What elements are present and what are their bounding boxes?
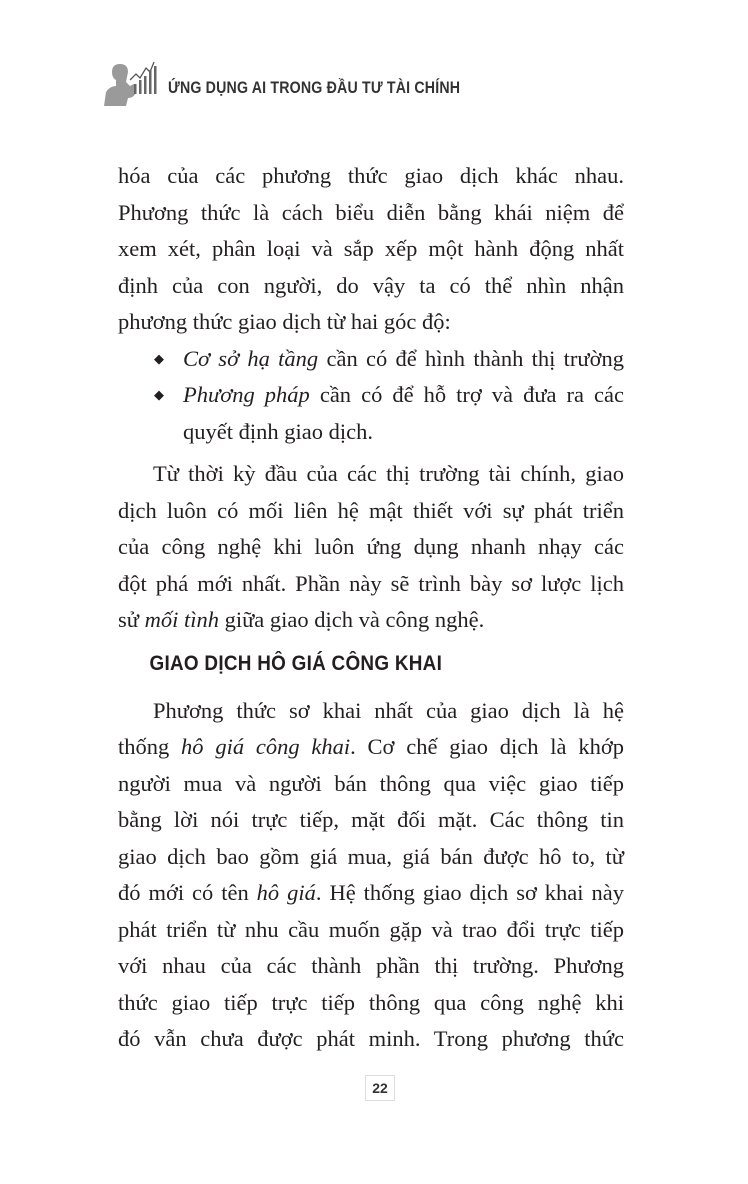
text-segment: xem xét, phân loại và sắp xếp một hành động nhất	[118, 236, 624, 261]
section-heading: GIAO DỊCH HÔ GIÁ CÔNG KHAI	[149, 651, 443, 675]
text-segment: phát triển từ nhu cầu muốn gặp và trao đổi trực tiếp	[118, 916, 624, 942]
text-segment: với nhau của các thành phần thị trường. Phương	[118, 953, 624, 978]
text-line	[118, 231, 624, 268]
text-line	[118, 875, 624, 912]
text-segment: sử	[118, 607, 145, 632]
text-line	[118, 839, 624, 876]
text-line	[118, 948, 624, 985]
text-line	[118, 602, 624, 639]
text-line	[118, 912, 624, 949]
text-line	[118, 493, 624, 530]
text-segment: Phương thức là cách biểu diễn bằng khái niệm để	[118, 199, 624, 225]
text-line	[118, 304, 624, 341]
italic-text: mối tình	[144, 607, 219, 632]
italic-text: hô giá công khai	[181, 734, 351, 759]
text-segment: của công nghệ khi luôn ứng dụng nhanh nhạy các	[118, 534, 624, 559]
text-segment: giữa giao dịch và công nghệ.	[218, 607, 485, 632]
text-segment: . Cơ chế giao dịch là khớp	[350, 734, 624, 759]
bullet-diamond-icon: ◆	[154, 387, 164, 402]
text-line	[118, 693, 624, 730]
running-header	[100, 56, 508, 106]
text-segment: dịch luôn có mối liên hệ mật thiết với sự phát triển	[118, 497, 624, 523]
text-line	[118, 195, 624, 232]
text-line	[118, 529, 624, 566]
text-line	[118, 1021, 624, 1058]
text-segment: Từ thời kỳ đầu của các thị trường tài chính, giao	[153, 461, 624, 486]
page-number: 22	[365, 1075, 395, 1101]
text-line	[118, 985, 624, 1022]
header-title: ỨNG DỤNG AI TRONG ĐẦU TƯ TÀI CHÍNH	[168, 79, 461, 97]
text-segment: . Hệ thống giao dịch sơ khai này	[315, 880, 624, 905]
italic-text: Phương pháp	[183, 382, 310, 407]
text-segment: người mua và người bán thông qua việc giao tiếp	[118, 770, 624, 796]
paragraph-group-2	[118, 693, 624, 1058]
paragraph-group-1	[118, 158, 624, 639]
text-segment: thống	[118, 734, 182, 759]
text-segment: quyết định giao dịch.	[183, 418, 373, 444]
text-line	[118, 377, 624, 414]
text-segment: giao dịch bao gồm giá mua, giá bán được hô to, từ	[118, 843, 624, 869]
text-segment: cần có để hỗ trợ và đưa ra các	[309, 382, 624, 407]
text-segment: Phương thức sơ khai nhất của giao dịch là hệ	[153, 697, 624, 723]
text-segment: phương thức giao dịch từ hai góc độ:	[118, 309, 451, 334]
text-segment: bằng lời nói trực tiếp, mặt đối mặt. Các thông tin	[118, 807, 624, 832]
italic-text: hô giá	[256, 880, 316, 905]
text-segment: hóa của các phương thức giao dịch khác nhau.	[118, 163, 624, 188]
text-line	[118, 341, 624, 378]
text-segment: đó vẫn chưa được phát minh. Trong phương thức	[118, 1026, 624, 1051]
text-line	[118, 268, 624, 305]
text-line	[118, 802, 624, 839]
text-segment: đó mới có tên	[118, 880, 257, 905]
text-line	[118, 766, 624, 803]
bullet-diamond-icon: ◆	[154, 350, 164, 366]
text-line	[118, 414, 624, 451]
italic-text: Cơ sở hạ tầng	[183, 345, 319, 371]
text-segment: định của con người, do vậy ta có thể nhìn nhận	[118, 272, 624, 298]
page-body	[118, 158, 624, 1058]
text-line	[118, 566, 624, 603]
person-with-chart-icon	[100, 56, 160, 106]
text-segment: cần có để hình thành thị trường	[318, 345, 625, 371]
text-line	[118, 456, 624, 493]
text-line	[118, 158, 624, 195]
text-line	[118, 729, 624, 766]
text-segment: đột phá mới nhất. Phần này sẽ trình bày sơ lược lịch	[118, 570, 624, 596]
text-segment: thức giao tiếp trực tiếp thông qua công nghệ khi	[118, 989, 624, 1015]
